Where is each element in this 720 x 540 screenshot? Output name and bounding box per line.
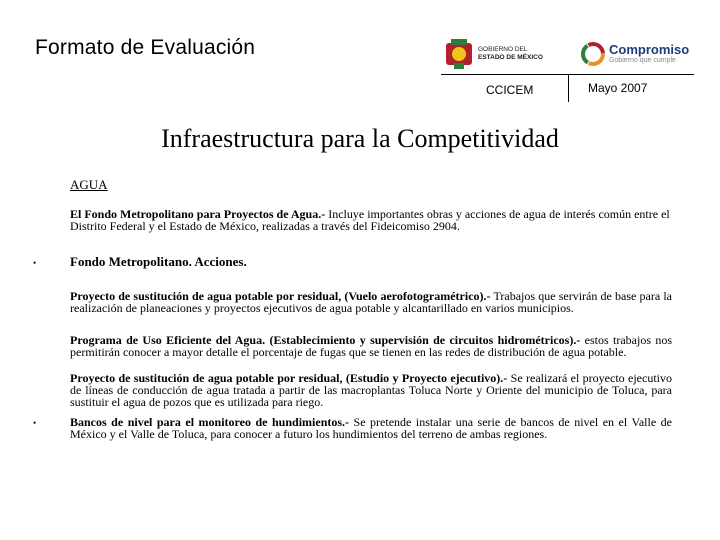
compromiso-logo [580, 38, 690, 70]
item-vuelo-aerofotogrametrico [70, 290, 672, 314]
bullet-marker: • [33, 418, 37, 428]
page-title: Infraestructura para la Competitividad [161, 124, 559, 153]
bullet-bancos-de-nivel [70, 416, 672, 440]
compromiso-swirl-icon [580, 41, 606, 67]
item-text: estos trabajos nos permitirán conocer a mayor detalle el porcentaje de fugas que se tienen en las redes de distribución de agua potable. [70, 333, 673, 359]
item-bold: Proyecto de sustitución de agua potable por residual, (Estudio y Proyecto ejecutivo).- [70, 371, 508, 385]
item-text: Trabajos que servirán de base para la realización de planeaciones y proyectos ejecutivos de agua potable y alcantarillado en varios municipios. [70, 289, 672, 315]
intro-text: Incluye importantes obras y acciones de agua de interés común entre el Distrito Federal y el Estado de México, realizadas a través del Fideicomiso 2904. [70, 207, 670, 233]
gob-line2: ESTADO DE MÉXICO [478, 54, 543, 61]
item-text: Se realizará el proyecto ejecutivo de líneas de conducción de agua tratada a partir de las macroplantas Toluca Norte y Oriente del municipio de Toluca, para sustituir el agua de pozos que es utilizada para riego. [70, 371, 672, 409]
intro-paragraph [70, 208, 672, 232]
compromiso-tagline: Gobierno que cumple [609, 57, 676, 64]
item-text: Se pretende instalar una serie de bancos de nivel en el Valle de México y el Valle de Toluca, para conocer a futuro los hundimientos del terreno de ambas regiones. [70, 415, 672, 441]
form-title: Formato de Evaluación [35, 36, 256, 59]
bullet-fondo-metropolitano: Fondo Metropolitano. Acciones. [70, 254, 247, 269]
intro-bold: El Fondo Metropolitano para Proyectos de Agua.- [70, 207, 326, 221]
item-uso-eficiente-agua [70, 334, 672, 358]
org-code: CCICEM [486, 83, 534, 97]
header-vertical-divider [568, 74, 569, 102]
bullet-marker: • [33, 258, 37, 268]
gob-line1: GOBIERNO DEL [478, 46, 528, 53]
item-bold: Programa de Uso Eficiente del Agua. (Establecimiento y supervisión de circuitos hidrométricos).- [70, 333, 581, 347]
gobierno-logo [444, 34, 564, 74]
gobierno-logo-text [478, 46, 543, 62]
item-bold: Proyecto de sustitución de agua potable por residual, (Vuelo aerofotogramétrico).- [70, 289, 491, 303]
section-heading: AGUA [70, 177, 108, 192]
item-bold: Bancos de nivel para el monitoreo de hundimientos.- [70, 415, 350, 429]
item-proyecto-ejecutivo [70, 372, 672, 408]
compromiso-name: Compromiso [609, 42, 690, 57]
state-coat-of-arms-icon [444, 37, 474, 71]
document-date: Mayo 2007 [588, 81, 648, 95]
